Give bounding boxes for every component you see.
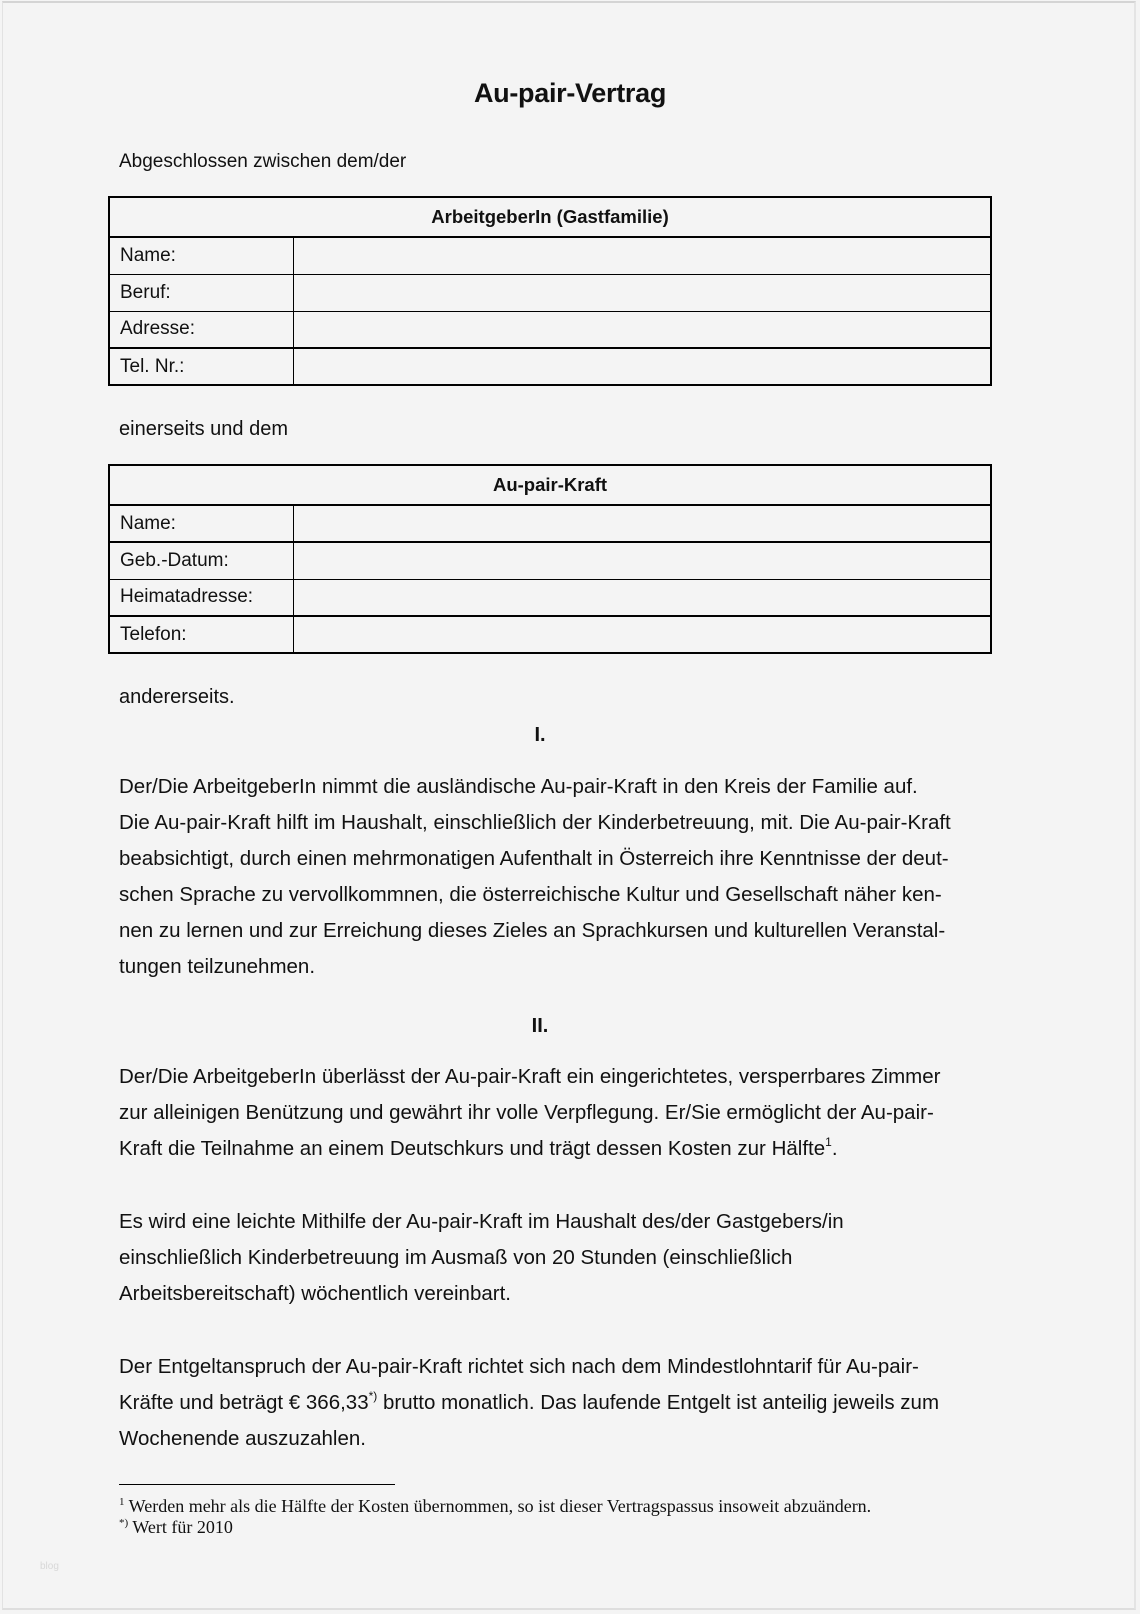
paragraph-line: nen zu lernen und zur Erreichung dieses Zieles an Sprachkursen und kulturellen Veranstal- [119, 919, 946, 942]
employer-table-header: ArbeitgeberIn (Gastfamilie) [109, 197, 991, 237]
paragraph-line: Arbeitsbereitschaft) wöchentlich vereinbart. [119, 1282, 511, 1305]
aupair-home-address-label: Heimatadresse: [109, 579, 293, 616]
section-2-paragraph-pay [119, 1349, 1059, 1457]
paragraph-line: tungen teilzunehmen. [119, 955, 316, 978]
footnote-text: Wert für 2010 [128, 1517, 233, 1537]
aupair-birthdate-field[interactable] [293, 542, 991, 579]
table-row [109, 274, 991, 311]
section-2-paragraph-hours [119, 1204, 1059, 1312]
paragraph-line: beabsichtigt, durch einen mehrmonatigen Aufenthalt in Österreich ihre Kenntnisse der deut- [119, 847, 949, 870]
paragraph-line: einschließlich Kinderbetreuung im Ausmaß von 20 Stunden (einschließlich [119, 1246, 793, 1269]
paragraph-line [119, 1131, 1059, 1167]
employer-address-label: Adresse: [109, 311, 293, 348]
footnote-marker: *) [119, 1517, 129, 1529]
aupair-table [108, 464, 992, 654]
employer-name-field[interactable] [293, 237, 991, 274]
aupair-table-header: Au-pair-Kraft [109, 465, 991, 505]
employer-phone-field[interactable] [293, 348, 991, 385]
paragraph-line: Die Au-pair-Kraft hilft im Haushalt, einschließlich der Kinderbetreuung, mit. Die Au-pair-Kraft [119, 811, 951, 834]
footnote-2 [119, 1517, 233, 1538]
aupair-phone-label: Telefon: [109, 616, 293, 653]
paragraph-line: Der Entgeltanspruch der Au-pair-Kraft richtet sich nach dem Mindestlohntarif für Au-pair- [119, 1355, 919, 1378]
footnote-1 [119, 1496, 871, 1517]
table-row [109, 542, 991, 579]
footnote-separator [119, 1484, 395, 1485]
paragraph-line: Der/Die ArbeitgeberIn überlässt der Au-pair-Kraft ein eingerichtetes, versperrbares Zimmer [119, 1065, 941, 1088]
employer-address-field[interactable] [293, 311, 991, 348]
paragraph-line: zur alleinigen Benützung und gewährt ihr volle Verpflegung. Er/Sie ermöglicht der Au-pair- [119, 1101, 934, 1124]
employer-profession-label: Beruf: [109, 274, 293, 311]
table-row [109, 579, 991, 616]
table-row [109, 616, 991, 653]
line-text: Kräfte und beträgt € 366,33 [119, 1391, 369, 1414]
line-trailing: . [831, 1137, 838, 1160]
footnote-text: Werden mehr als die Hälfte der Kosten übernommen, so ist dieser Vertragspassus insoweit abzuändern. [124, 1496, 872, 1516]
watermark: blog [40, 1561, 59, 1572]
table-row [109, 311, 991, 348]
aupair-phone-field[interactable] [293, 616, 991, 653]
employer-phone-label: Tel. Nr.: [109, 348, 293, 385]
employer-table [108, 196, 992, 386]
table-row [109, 505, 991, 542]
footnote-ref-1[interactable]: 1 [825, 1135, 832, 1149]
aupair-name-label: Name: [109, 505, 293, 542]
paragraph-line: Es wird eine leichte Mithilfe der Au-pair-Kraft im Haushalt des/der Gastgebers/in [119, 1210, 844, 1233]
section-heading-1: I. [534, 724, 546, 746]
paragraph-line [119, 1385, 1059, 1421]
table-row [109, 348, 991, 385]
aupair-name-field[interactable] [293, 505, 991, 542]
intro-text: Abgeschlossen zwischen dem/der [119, 151, 407, 172]
footnote-marker: 1 [119, 1496, 125, 1508]
section-heading-2: II. [531, 1015, 549, 1037]
page-title: Au-pair-Vertrag [473, 78, 667, 108]
footnote-ref-star[interactable]: *) [368, 1389, 378, 1403]
employer-profession-field[interactable] [293, 274, 991, 311]
between-text: einerseits und dem [119, 418, 288, 440]
line-text-rest: brutto monatlich. Das laufende Entgelt ist anteilig jeweils zum [377, 1391, 940, 1414]
table-row [109, 237, 991, 274]
line-text: Kraft die Teilnahme an einem Deutschkurs und trägt dessen Kosten zur Hälfte [119, 1137, 826, 1160]
closing-text: andererseits. [119, 686, 235, 708]
section-2-paragraph-room [119, 1059, 1059, 1167]
paragraph-line: Wochenende auszuzahlen. [119, 1427, 366, 1450]
aupair-home-address-field[interactable] [293, 579, 991, 616]
paragraph-line: Der/Die ArbeitgeberIn nimmt die ausländische Au-pair-Kraft in den Kreis der Familie auf. [119, 775, 918, 798]
employer-name-label: Name: [109, 237, 293, 274]
section-1-paragraph [119, 769, 1059, 985]
aupair-birthdate-label: Geb.-Datum: [109, 542, 293, 579]
paragraph-line: schen Sprache zu vervollkommnen, die österreichische Kultur und Gesellschaft näher ken- [119, 883, 942, 906]
